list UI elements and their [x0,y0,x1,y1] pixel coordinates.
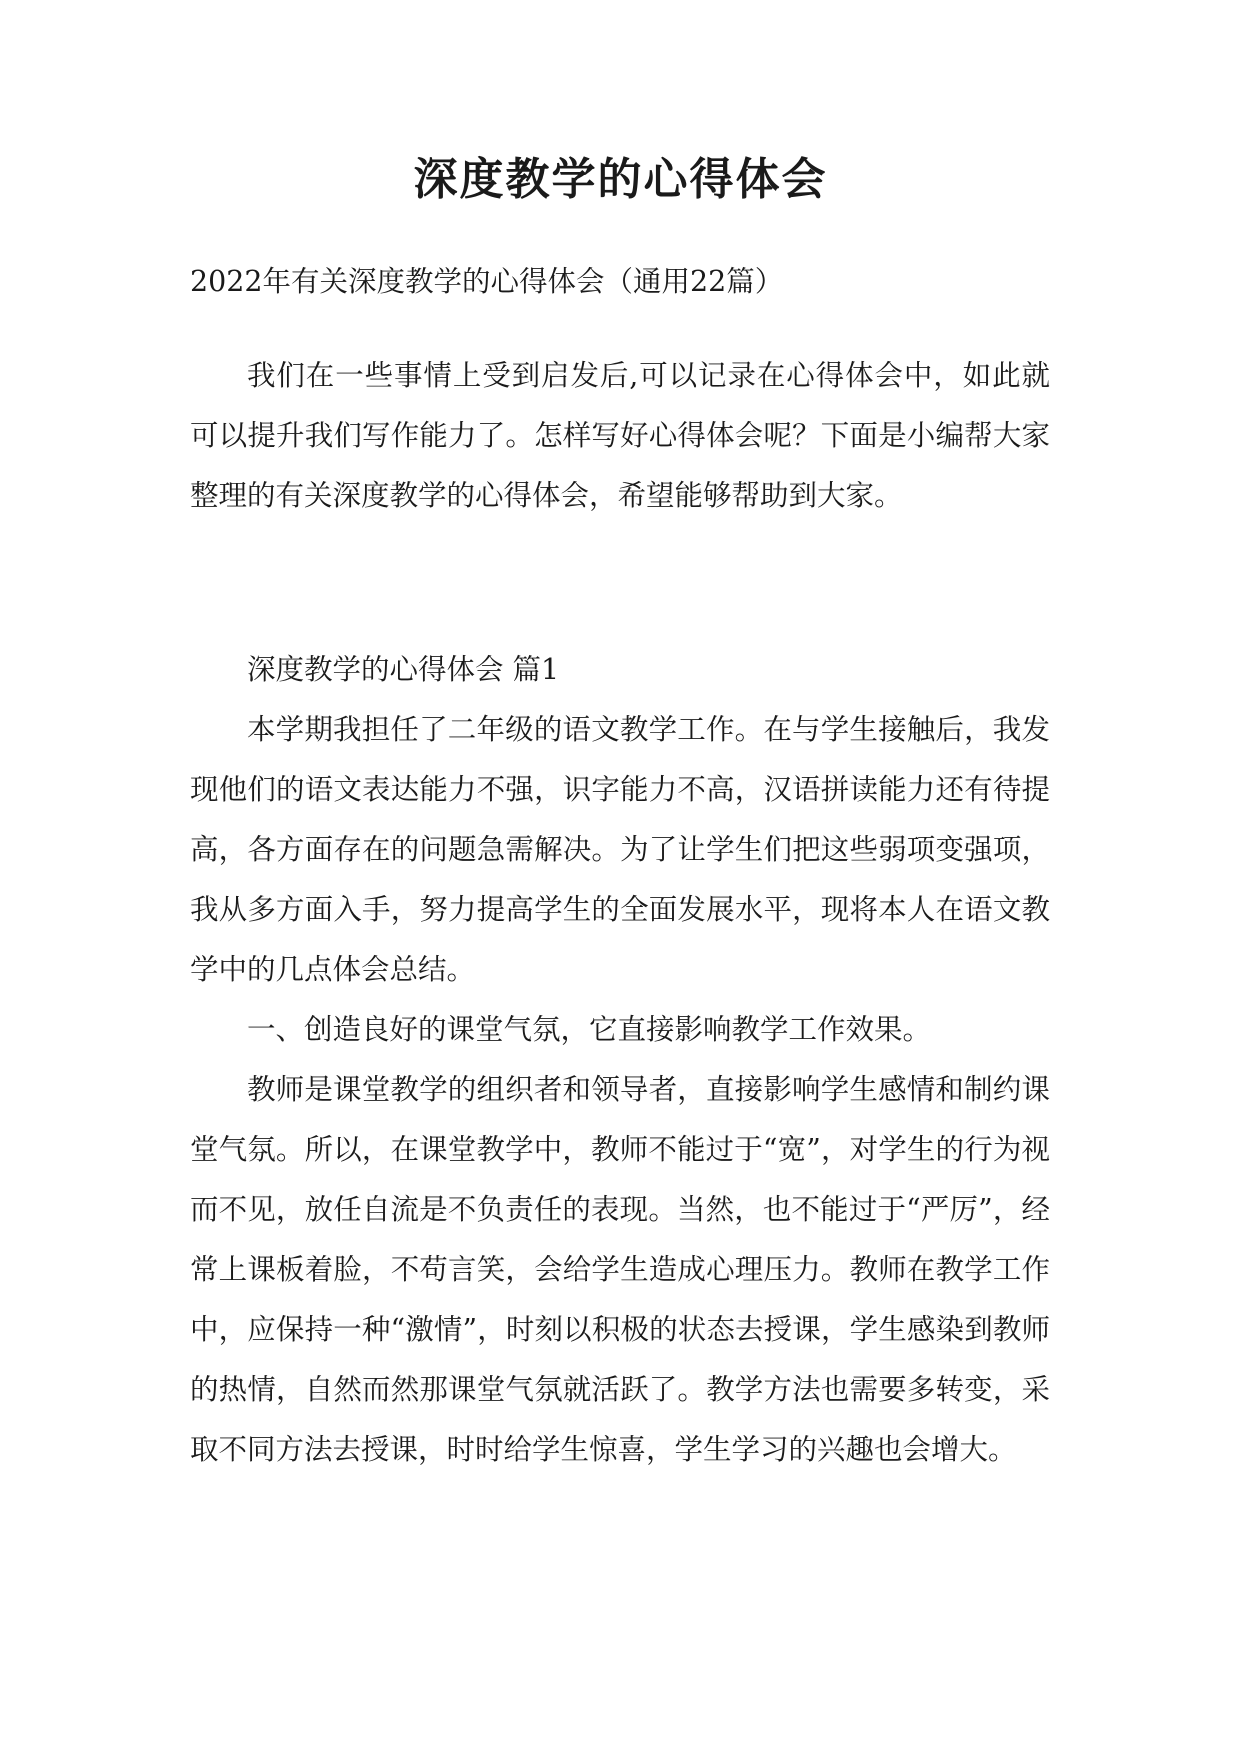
section-heading: 深度教学的心得体会 篇1 [247,653,560,686]
body-paragraph: 一、创造良好的课堂气氛，它直接影响教学工作效果。 [247,1013,932,1046]
intro-paragraph: 我们在一些事情上受到启发后,可以记录在心得体会中，如此就可以提升我们写作能力了。怎样写好心得体会呢？下面是小编帮大家整理的有关深度教学的心得体会，希望能够帮助到大家。 [190,359,1050,512]
intro-block [190,346,1050,526]
section-block [190,640,1050,1480]
page-title: 深度教学的心得体会 [413,154,828,205]
document-subtitle: 2022年有关深度教学的心得体会（通用22篇） [190,265,784,298]
body-paragraph: 本学期我担任了二年级的语文教学工作。在与学生接触后，我发现他们的语文表达能力不强，识字能力不高，汉语拼读能力还有待提高，各方面存在的问题急需解决。为了让学生们把这些弱项变强项，我从多方面入手，努力提高学生的全面发展水平，现将本人在语文教学中的几点体会总结。 [190,713,1050,986]
body-paragraph: 教师是课堂教学的组织者和领导者，直接影响学生感情和制约课堂气氛。所以，在课堂教学中，教师不能过于“宽”，对学生的行为视而不见，放任自流是不负责任的表现。当然，也不能过于“严厉”，经常上课板着脸，不苟言笑，会给学生造成心理压力。教师在教学工作中，应保持一种“激情”，时刻以积极的状态去授课，学生感染到教师的热情，自然而然那课堂气氛就活跃了。教学方法也需要多转变，采取不同方法去授课，时时给学生惊喜，学生学习的兴趣也会增大。 [190,1073,1050,1466]
